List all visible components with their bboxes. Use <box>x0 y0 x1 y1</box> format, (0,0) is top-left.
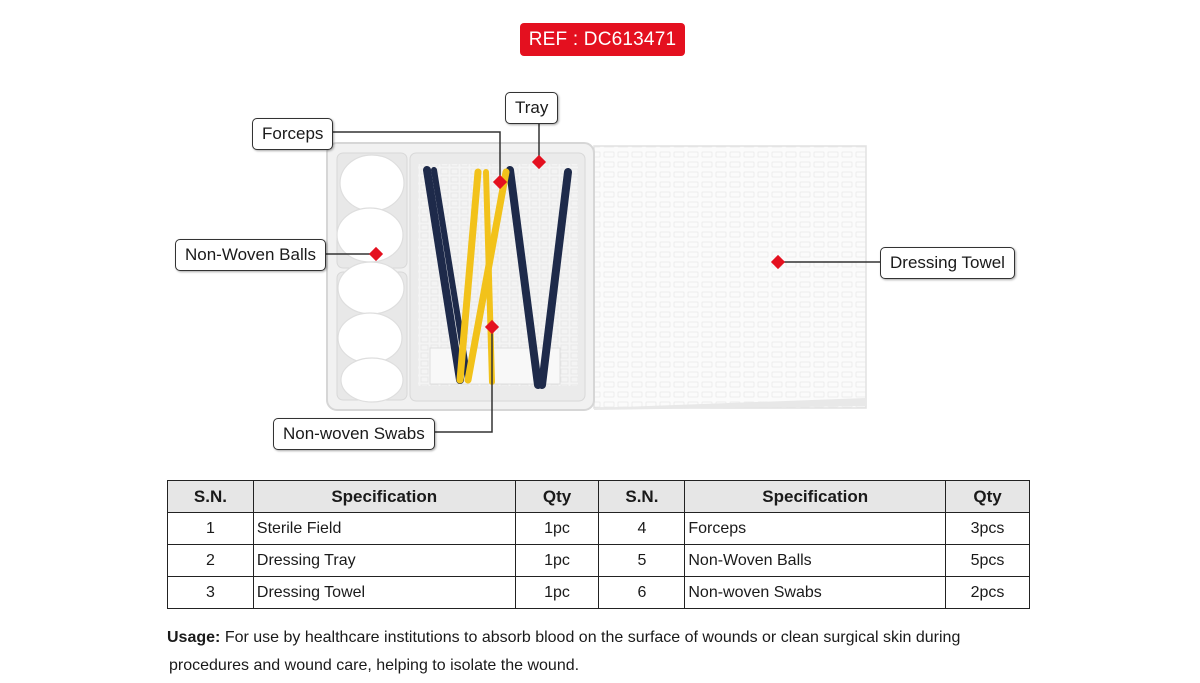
cell-specification: Dressing Tray <box>253 545 515 577</box>
cell-qty: 1pc <box>515 513 599 545</box>
header-qty: Qty <box>946 481 1030 513</box>
cell-sn: 3 <box>168 577 254 609</box>
non-woven-swabs-callout: Non-woven Swabs <box>273 418 435 450</box>
cell-qty: 1pc <box>515 545 599 577</box>
usage-text-line2: procedures and wound care, helping to isolate the wound. <box>169 657 580 674</box>
cell-specification: Forceps <box>685 513 946 545</box>
cell-sn: 2 <box>168 545 254 577</box>
header-qty: Qty <box>515 481 599 513</box>
usage-label: Usage: <box>167 629 221 646</box>
header-specification: Specification <box>685 481 946 513</box>
product-figure <box>0 80 1200 455</box>
table-header-row <box>168 481 1030 513</box>
cell-sn: 6 <box>599 577 685 609</box>
ref-badge: REF : DC613471 <box>520 23 685 56</box>
tray-callout: Tray <box>505 92 558 124</box>
cell-sn: 1 <box>168 513 254 545</box>
table-row <box>168 545 1030 577</box>
table-row <box>168 577 1030 609</box>
header-sn: S.N. <box>168 481 254 513</box>
cell-qty: 2pcs <box>946 577 1030 609</box>
usage-note <box>167 624 1007 680</box>
cell-qty: 1pc <box>515 577 599 609</box>
specification-table <box>167 480 1030 609</box>
cell-qty: 3pcs <box>946 513 1030 545</box>
cell-sn: 5 <box>599 545 685 577</box>
cell-specification: Sterile Field <box>253 513 515 545</box>
dressing-towel-callout: Dressing Towel <box>880 247 1015 279</box>
usage-text-line1: For use by healthcare institutions to absorb blood on the surface of wounds or clean surgical skin during <box>224 629 961 646</box>
cell-specification: Non-Woven Balls <box>685 545 946 577</box>
forceps-callout: Forceps <box>252 118 333 150</box>
cell-sn: 4 <box>599 513 685 545</box>
header-specification: Specification <box>253 481 515 513</box>
dressing-towel-image <box>594 146 866 410</box>
table-row <box>168 513 1030 545</box>
header-sn: S.N. <box>599 481 685 513</box>
non-woven-balls-callout: Non-Woven Balls <box>175 239 326 271</box>
cell-specification: Non-woven Swabs <box>685 577 946 609</box>
cell-specification: Dressing Towel <box>253 577 515 609</box>
cell-qty: 5pcs <box>946 545 1030 577</box>
